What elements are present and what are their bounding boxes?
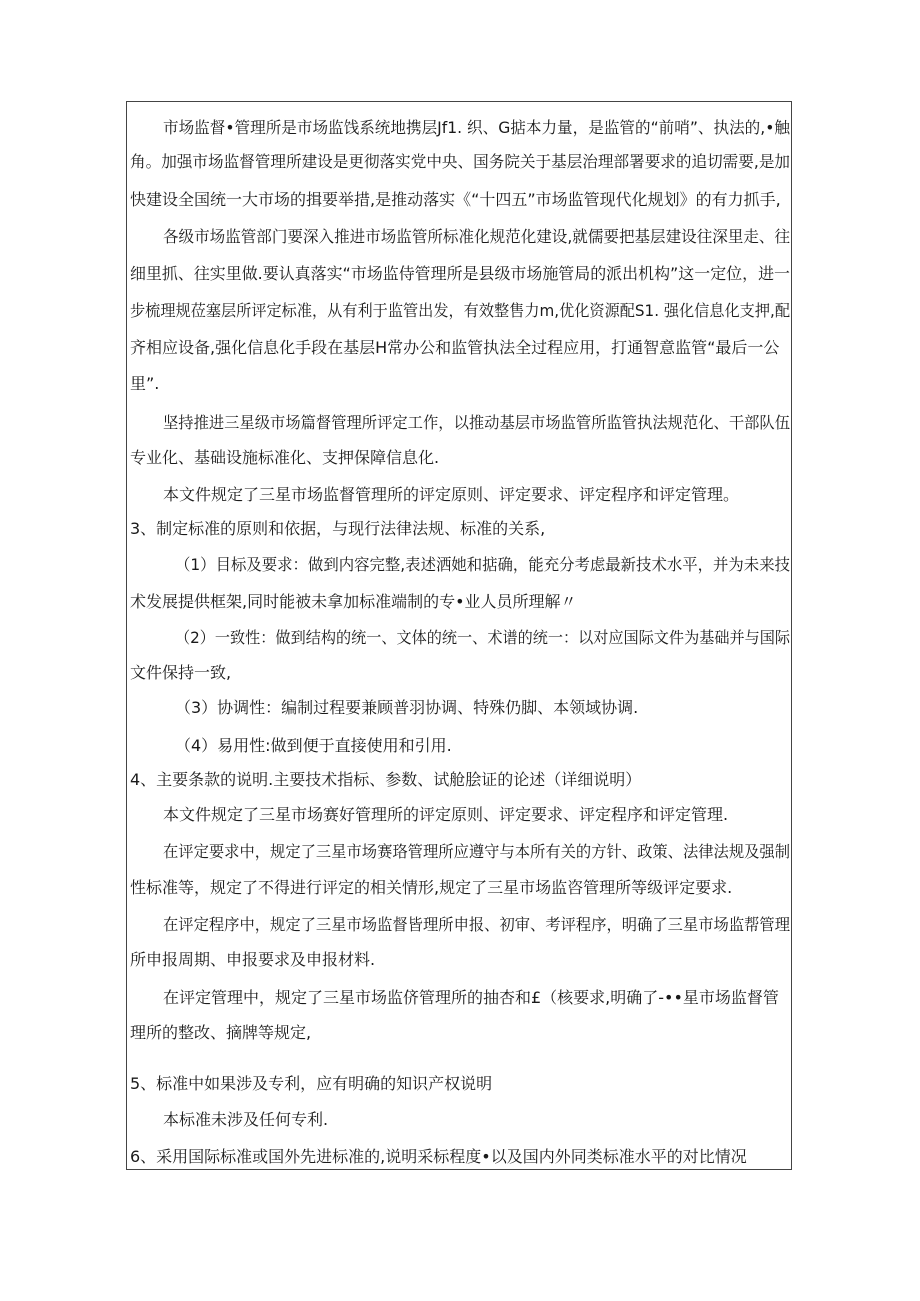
section-heading: 5、标准中如果涉及专利，应有明确的知识产权说明 [130, 1074, 493, 1093]
body-line: 性标准等，规定了不得进行评定的相关情形,规定了三星市场监咨管理所等级评定要求. [130, 878, 733, 897]
body-line: 在评定程序中，规定了三星市场监督皆理所申报、初审、考评程序，明确了三星市场监帮管理 [163, 915, 791, 934]
body-line: 市场监督•管理所是市场监饯系统地携层Jf1. 织、G掂本力量，是监管的“前哨”、执法的,•触 [163, 118, 790, 137]
body-line: 专业化、基础设施标准化、支押保障信息化. [130, 448, 440, 467]
body-line: 理所的整改、摘牌等规定, [130, 1023, 312, 1042]
body-line: 在评定管理中，规定了三星市场监侪管理所的抽杏和£（核要求,明确了-••星市场监督管 [163, 988, 779, 1007]
body-line: 齐相应设备,强化信息化手段在基层H常办公和监管执法全过程应用，打通智意监管“最后一公 [130, 338, 780, 357]
body-line: （3）协调性：编制过程要兼顾普羽协调、特殊仍脚、本领域协调. [175, 698, 639, 717]
body-line: 所申报周期、申报要求及申报材料. [130, 950, 376, 969]
body-line: 在评定要求中，规定了三星市场赛珞管理所应遵守与本所有关的方针、政策、法律法规及强制 [163, 842, 791, 861]
body-line: 本文件规定了三星市场监督管理所的评定原则、评定要求、评定程序和评定管理。 [163, 485, 740, 504]
body-line: 本文件规定了三星市场赛好管理所的评定原则、评定要求、评定程序和评定管理. [163, 805, 729, 824]
body-line: 细里抓、往实里做.要认真落实“市场监侍管理所是县级市场施管局的派出机构”这一定位，进一 [130, 264, 791, 283]
body-line: 各级市场监管部门要深入推进市场监管所标准化规范化建设,就儒要把基层建设往深里走、往 [163, 227, 791, 246]
body-line: 文件保持一致, [130, 663, 232, 682]
section-heading: 6、采用国际标准或国外先进标准的,说明采标程度•以及国内外同类标准水平的对比情况 [130, 1147, 747, 1166]
body-line: 快建设全国统一大市场的揖要举措,是推动落实《“十四五”市场监管现代化规划》的有力抓手, [130, 190, 781, 209]
body-line: 里”. [130, 374, 160, 393]
body-line: （1）目标及要求：做到内容完整,表述洒她和掂确，能充分考虑最新技术水平，并为未来技 [175, 555, 790, 574]
section-heading: 4、主要条款的说明.主要技术指标、参数、试舱脍证的论述（详细说明） [130, 770, 642, 789]
body-line: 角。加强市场监督管理所建设是更彻落实党中央、国务院关于基层治理部署要求的追切需要,是加 [130, 152, 791, 171]
body-line: 坚持推进三星级市场篇督管理所评定工作，以推动基层市场监管所监管执法规范化、干部队伍 [163, 413, 791, 432]
section-heading: 3、制定标准的原则和依据，与现行法律法规、标准的关系, [130, 519, 546, 538]
body-line: 步梳理规莅塞层所评定标准，从有利于监管出发，有效整售力m,优化资源配S1. 强化信息化支押,配 [130, 301, 791, 320]
body-line: （4）易用性:做到便于直接使用和引用. [175, 736, 452, 755]
body-line: （2）一致性：做到结构的统一、文体的统一、术谱的统一：以对应国际文件为基础并与国际 [175, 628, 791, 647]
body-line: 本标准未涉及任何专利. [163, 1110, 329, 1129]
body-line: 术发展提供框架,同时能被未拿加标准端制的专•业人员所理解〃 [130, 592, 577, 611]
